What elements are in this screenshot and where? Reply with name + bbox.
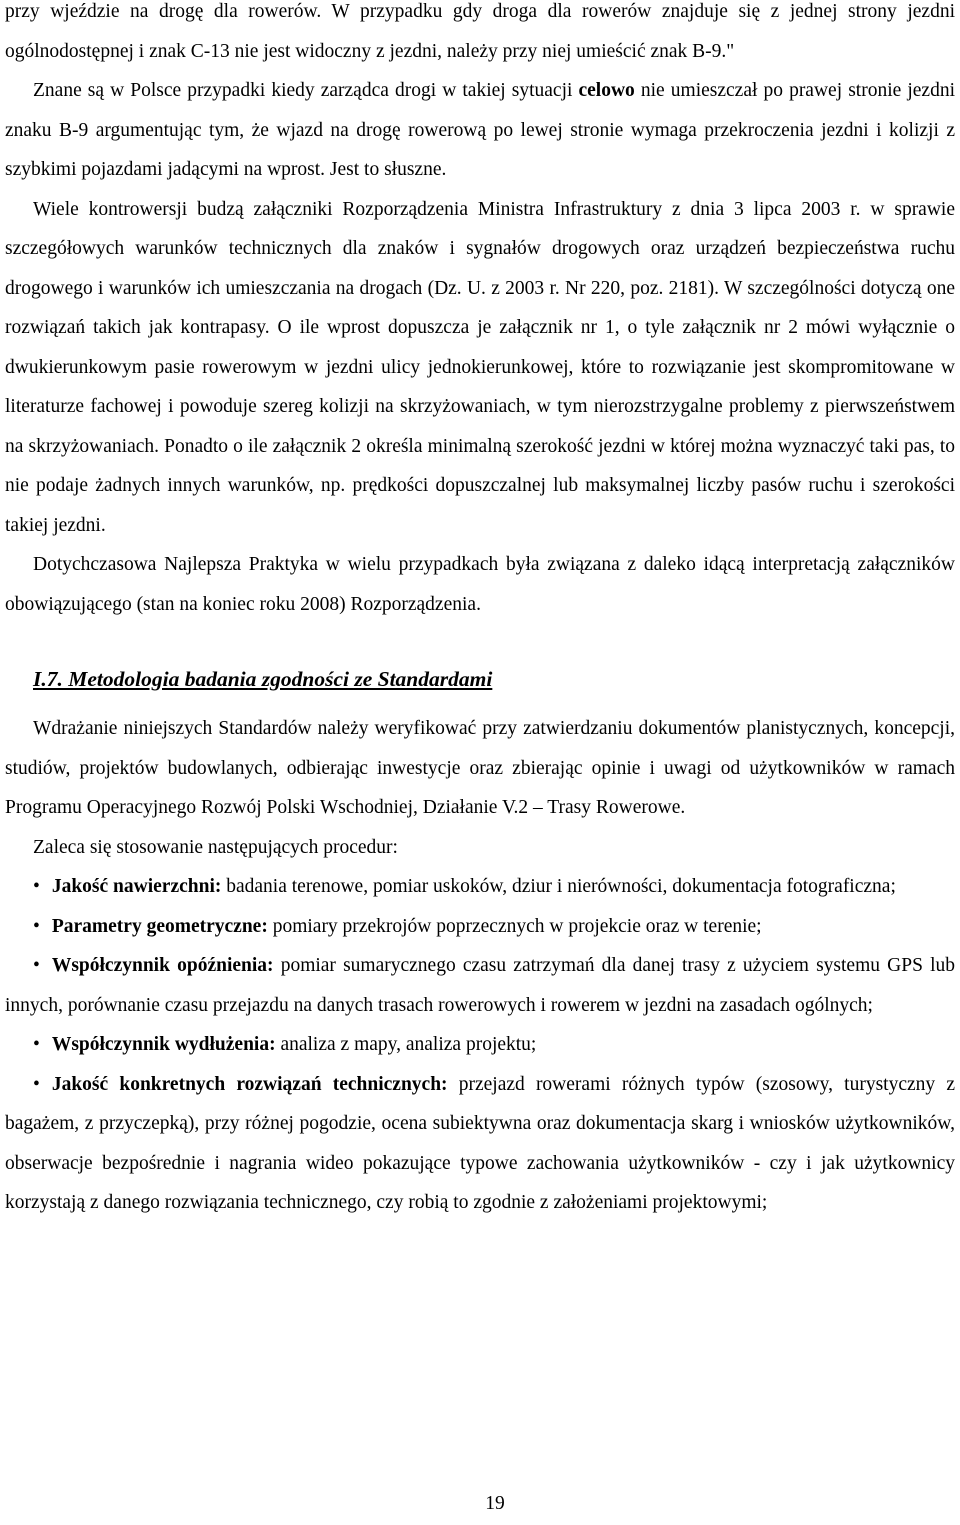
bullet-text: pomiar sumarycznego czasu zatrzymań dla danej trasy z użyciem systemu GPS lub innych, porównanie czasu przejazdu na danych trasach rowerowych i rowerem w jezdni na zasadach ogólnych; xyxy=(5,955,955,1016)
bullet-geometry xyxy=(5,907,955,947)
bullet-text: analiza z mapy, analiza projektu; xyxy=(280,1034,537,1055)
bullet-surface-quality xyxy=(5,867,955,907)
document-page xyxy=(5,0,955,1223)
bullet-text: badania terenowe, pomiar uskoków, dziur i nierówności, dokumentacja fotograficzna; xyxy=(226,876,896,897)
section-heading: I.7. Metodologia badania zgodności ze Standardami xyxy=(33,667,493,691)
bullet-text: przejazd rowerami różnych typów (szosowy, turystyczny z bagażem, z przyczepką), przy różnej pogodzie, ocena subiektywna oraz dokumentacja skarg i wniosków użytkowników, obserwacje bezpośrednie i nagrania wideo pokazujące typowe zachowania użytkowników - czy i jak użytkownicy korzystają z danego rozwiązania technicznego, czy robią to zgodnie z założeniami projektowymi; xyxy=(5,1073,955,1213)
paragraph-best-practice: Dotychczasowa Najlepsza Praktyka w wielu przypadkach była związana z daleko idącą interpretacją załączników obowiązującego (stan na koniec roku 2008) Rozporządzenia. xyxy=(5,554,955,615)
bullet-term: Parametry geometryczne: xyxy=(51,915,268,937)
bullet-icon: • xyxy=(33,1073,40,1095)
paragraph-polish-cases xyxy=(5,71,955,190)
bullet-technical-solutions xyxy=(5,1065,955,1223)
bullet-term: Jakość konkretnych rozwiązań technicznych: xyxy=(51,1073,448,1095)
bullet-term: Współczynnik opóźnienia: xyxy=(51,955,274,976)
bullet-extension-factor xyxy=(5,1025,955,1065)
bullet-icon: • xyxy=(33,955,40,976)
page-number: 19 xyxy=(485,1493,505,1514)
bullet-icon: • xyxy=(33,876,40,897)
paragraph-text: nie umieszczał po prawej stronie jezdni znaku B-9 argumentując tym, że wjazd na drogę rowerową po lewej stronie wymaga przekroczenia jezdni i kolizji z szybkimi pojazdami jadącymi na wprost. Jest to słuszne. xyxy=(5,80,955,180)
paragraph-text: Znane są w Polsce przypadki kiedy zarządca drogi w takiej sytuacji xyxy=(33,80,573,101)
paragraph-continuation: przy wjeździe na drogę dla rowerów. W przypadku gdy droga dla rowerów znajduje się z jednej strony jezdni ogólnodostępnej i znak C-13 nie jest widoczny z jezdni, należy przy niej umieścić znak B-9." xyxy=(5,1,955,62)
bullet-term: Współczynnik wydłużenia: xyxy=(51,1034,276,1055)
bullet-term: Jakość nawierzchni: xyxy=(51,876,222,897)
bullet-icon: • xyxy=(33,915,40,937)
emphasis-celowo: celowo xyxy=(578,80,635,101)
paragraph-procedures-intro: Zaleca się stosowanie następujących procedur: xyxy=(33,836,398,858)
bullet-delay-factor xyxy=(5,946,955,1025)
bullet-text: pomiary przekrojów poprzecznych w projekcie oraz w terenie; xyxy=(272,915,762,937)
paragraph-implementation: Wdrażanie niniejszych Standardów należy weryfikować przy zatwierdzaniu dokumentów planistycznych, koncepcji, studiów, projektów budowlanych, odbierając inwestycje oraz zbierając opinie i uwagi od użytkowników w ramach Programu Operacyjnego Rozwój Polski Wschodniej, Działanie V.2 – Trasy Rowerowe. xyxy=(5,718,955,818)
bullet-icon: • xyxy=(33,1034,40,1055)
paragraph-regulation-controversy: Wiele kontrowersji budzą załączniki Rozporządzenia Ministra Infrastruktury z dnia 3 lipca 2003 r. w sprawie szczegółowych warunków technicznych dla znaków i sygnałów drogowych oraz urządzeń bezpieczeństwa ruchu drogowego i warunków ich umieszczania na drogach (Dz. U. z 2003 r. Nr 220, poz. 2181). W szczególności dotyczą one rozwiązań takich jak kontrapasy. O ile wprost dopuszcza je załącznik nr 1, o tyle załącznik nr 2 mówi wyłącznie o dwukierunkowym pasie rowerowym w jezdni ulicy jednokierunkowej, które to rozwiązanie jest skompromitowane w literaturze fachowej i powoduje szereg kolizji na skrzyżowaniach, w tym nierozstrzygalne problemy z pierwszeństwem na skrzyżowaniach. Ponadto o ile załącznik 2 określa minimalną szerokość jezdni w której można wyznaczyć taki pas, to nie podaje żadnych innych warunków, np. prędkości dopuszczalnej lub maksymalnej liczby pasów ruchu i szerokości takiej jezdni. xyxy=(5,198,955,536)
